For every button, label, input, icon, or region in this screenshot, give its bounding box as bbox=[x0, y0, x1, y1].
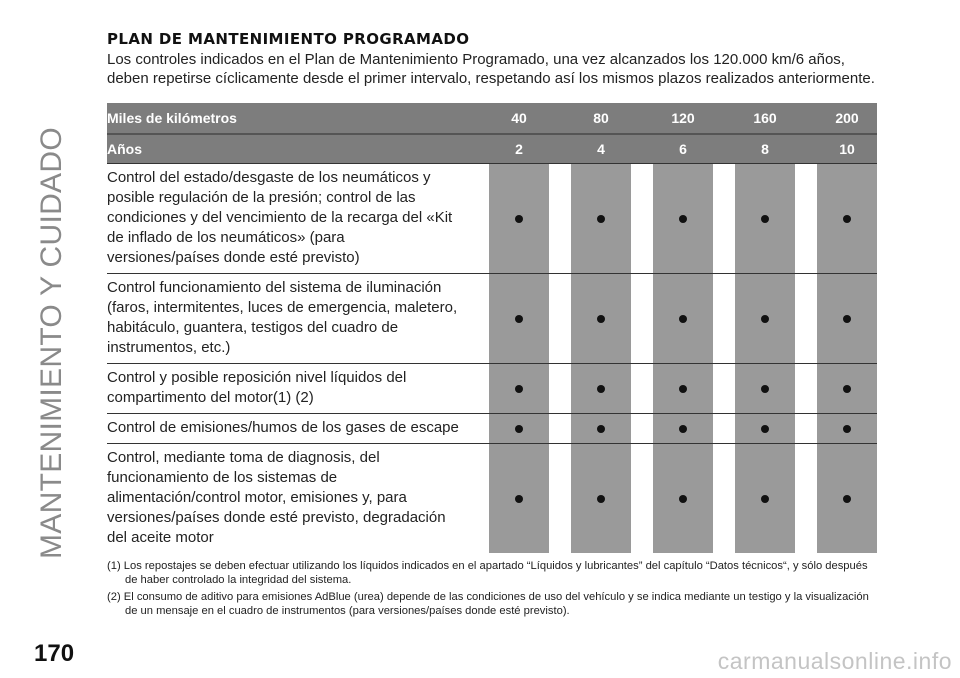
check-marker-icon bbox=[597, 495, 605, 503]
interval-cell bbox=[571, 274, 631, 364]
check-marker-icon bbox=[843, 495, 851, 503]
interval-cell bbox=[735, 364, 795, 414]
interval-cell bbox=[653, 444, 713, 554]
table-row bbox=[107, 364, 877, 414]
interval-cell bbox=[571, 444, 631, 554]
interval-cell bbox=[653, 414, 713, 444]
chapter-side-label: MANTENIMIENTO Y CUIDADO bbox=[35, 127, 68, 559]
km-value: 80 bbox=[571, 103, 631, 134]
check-marker-icon bbox=[515, 425, 523, 433]
interval-cell bbox=[735, 414, 795, 444]
km-header-label: Miles de kilómetros bbox=[107, 103, 467, 134]
interval-cell bbox=[653, 164, 713, 274]
interval-cell bbox=[653, 274, 713, 364]
km-value: 200 bbox=[817, 103, 877, 134]
interval-cell bbox=[489, 274, 549, 364]
check-marker-icon bbox=[679, 385, 687, 393]
footnote-1: (1) Los repostajes se deben efectuar utilizando los líquidos indicados en el apartado “Líquidos y lubricantes” del capítulo “Datos técnicos“, y sólo después de haber controlado la integridad del sistema. bbox=[107, 560, 868, 586]
interval-cell bbox=[735, 444, 795, 554]
check-marker-icon bbox=[761, 495, 769, 503]
check-marker-icon bbox=[515, 315, 523, 323]
check-marker-icon bbox=[679, 495, 687, 503]
interval-cell bbox=[653, 364, 713, 414]
check-marker-icon bbox=[515, 385, 523, 393]
footnotes bbox=[107, 559, 877, 618]
check-marker-icon bbox=[843, 215, 851, 223]
table-row bbox=[107, 274, 877, 364]
header-row-years bbox=[107, 134, 877, 164]
years-value: 4 bbox=[571, 134, 631, 164]
check-marker-icon bbox=[761, 385, 769, 393]
interval-cell bbox=[489, 444, 549, 554]
check-marker-icon bbox=[515, 495, 523, 503]
years-value: 8 bbox=[735, 134, 795, 164]
check-marker-icon bbox=[679, 215, 687, 223]
years-value: 2 bbox=[489, 134, 549, 164]
check-marker-icon bbox=[515, 215, 523, 223]
km-value: 40 bbox=[489, 103, 549, 134]
check-item-description: Control de emisiones/humos de los gases de escape bbox=[107, 414, 467, 444]
check-marker-icon bbox=[761, 215, 769, 223]
check-marker-icon bbox=[761, 315, 769, 323]
km-value: 160 bbox=[735, 103, 795, 134]
years-value: 6 bbox=[653, 134, 713, 164]
interval-cell bbox=[489, 164, 549, 274]
check-marker-icon bbox=[761, 425, 769, 433]
footnote-2: (2) El consumo de aditivo para emisiones AdBlue (urea) depende de las condiciones de uso del vehículo y se indica mediante un testigo y la visualización de un mensaje en el cuadro de instrumentos (para versiones/países donde esté previsto). bbox=[107, 591, 869, 617]
interval-cell bbox=[735, 274, 795, 364]
check-marker-icon bbox=[597, 385, 605, 393]
interval-cell bbox=[735, 164, 795, 274]
interval-cell bbox=[817, 414, 877, 444]
km-value: 120 bbox=[653, 103, 713, 134]
interval-cell bbox=[571, 414, 631, 444]
interval-cell bbox=[489, 414, 549, 444]
interval-cell bbox=[489, 364, 549, 414]
check-marker-icon bbox=[597, 425, 605, 433]
years-header-label: Años bbox=[107, 134, 467, 164]
table-row bbox=[107, 444, 877, 554]
check-item-description: Control y posible reposición nivel líquidos del compartimento del motor(1) (2) bbox=[107, 364, 467, 414]
check-marker-icon bbox=[679, 315, 687, 323]
check-item-description: Control, mediante toma de diagnosis, del funcionamiento de los sistemas de alimentación/control motor, emisiones y, para versiones/países donde esté previsto, degradación del aceite motor bbox=[107, 444, 467, 554]
interval-cell bbox=[817, 164, 877, 274]
section-intro: Los controles indicados en el Plan de Mantenimiento Programado, una vez alcanzados los 120.000 km/6 años, deben repetirse cíclicamente desde el primer intervalo, respetando así los mismos plazos realizados anteriormente. bbox=[107, 51, 875, 87]
check-marker-icon bbox=[597, 215, 605, 223]
interval-cell bbox=[817, 444, 877, 554]
page-number: 170 bbox=[34, 640, 75, 667]
years-value: 10 bbox=[817, 134, 877, 164]
check-marker-icon bbox=[843, 425, 851, 433]
check-item-description: Control del estado/desgaste de los neumáticos y posible regulación de la presión; control de las condiciones y del vencimiento de la recarga del «Kit de inflado de los neumáticos» (para versiones/países donde esté previsto) bbox=[107, 164, 467, 274]
check-item-description: Control funcionamiento del sistema de iluminación (faros, intermitentes, luces de emergencia, maletero, habitáculo, guantera, testigos del cuadro de instrumentos, etc.) bbox=[107, 274, 467, 364]
maintenance-plan-table bbox=[107, 103, 877, 553]
check-marker-icon bbox=[679, 425, 687, 433]
check-marker-icon bbox=[597, 315, 605, 323]
check-marker-icon bbox=[843, 315, 851, 323]
table-row bbox=[107, 164, 877, 274]
interval-cell bbox=[571, 164, 631, 274]
interval-cell bbox=[817, 364, 877, 414]
header-row-km bbox=[107, 103, 877, 134]
maintenance-section bbox=[107, 30, 877, 621]
check-marker-icon bbox=[843, 385, 851, 393]
interval-cell bbox=[817, 274, 877, 364]
site-watermark: carmanualsonline.info bbox=[717, 648, 952, 674]
interval-cell bbox=[571, 364, 631, 414]
table-row bbox=[107, 414, 877, 444]
section-title: PLAN DE MANTENIMIENTO PROGRAMADO bbox=[107, 30, 470, 48]
